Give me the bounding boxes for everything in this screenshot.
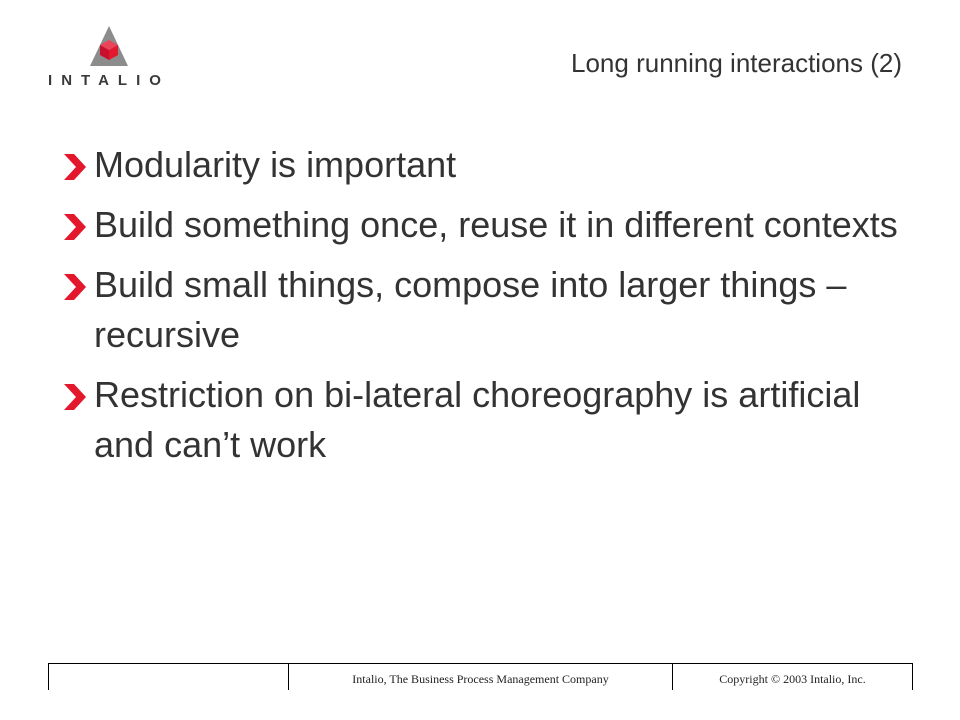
bullet-text: Build something once, reuse it in different contexts [94,204,898,245]
bullet-text: Restriction on bi-lateral choreography is artificial and can’t work [94,374,861,465]
intalio-logo [44,26,174,96]
bullet-item [64,140,904,190]
bullet-item [64,200,904,250]
bullet-item [64,370,904,470]
logo-wordmark: INTALIO [48,72,170,89]
footer-company: Intalio, The Business Process Management Company [288,664,672,690]
chevron-right-icon [64,384,86,410]
chevron-right-icon [64,154,86,180]
chevron-right-icon [64,274,86,300]
footer-copyright: Copyright © 2003 Intalio, Inc. [672,664,913,690]
chevron-right-icon [64,214,86,240]
bullet-text: Modularity is important [94,144,457,185]
logo-mark-icon [90,26,128,68]
slide-footer [48,663,913,690]
footer-left-cell [48,664,288,690]
slide-title: Long running interactions (2) [571,48,902,78]
bullet-item [64,260,904,360]
bullet-list [64,140,904,480]
bullet-text: Build small things, compose into larger things – recursive [94,264,847,355]
